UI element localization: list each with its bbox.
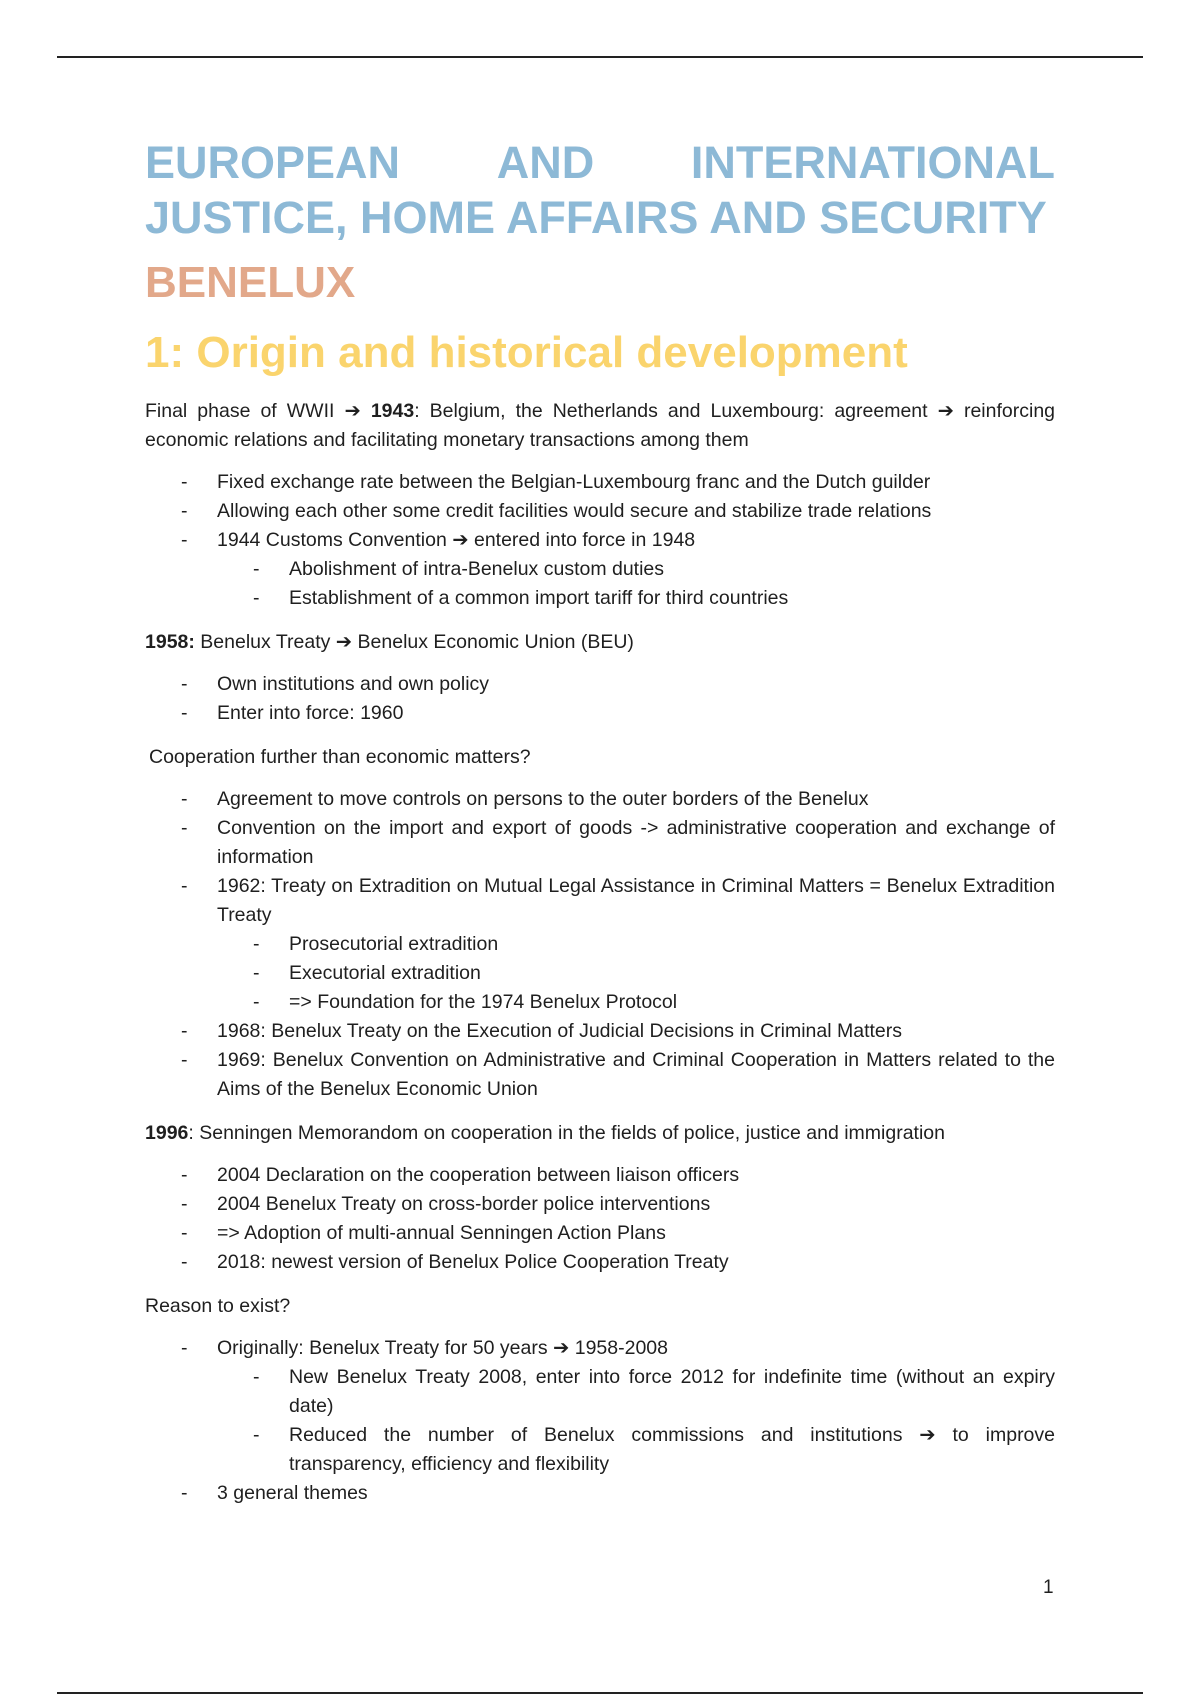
paragraph: Reason to exist?: [145, 1295, 291, 1317]
sub-list-item: - Prosecutorial extradition: [217, 930, 1055, 959]
list-item: - Enter into force: 1960: [145, 699, 1055, 728]
page-number: 1: [1043, 1577, 1054, 1598]
list-item: - Agreement to move controls on persons to the outer borders of the Benelux: [145, 785, 1055, 814]
list-item: - 2018: newest version of Benelux Police Cooperation Treaty: [145, 1248, 1055, 1277]
bold-year: 1996: [145, 1122, 189, 1144]
section-heading: BENELUX: [145, 258, 356, 307]
bullet-list: [145, 1334, 1055, 1508]
header-rule: [57, 56, 1143, 58]
list-item: [145, 872, 1055, 1017]
title-line-2: JUSTICE, HOME AFFAIRS AND SECURITY: [145, 192, 1047, 243]
sub-list: [217, 555, 1055, 613]
sub-list-item: - Executorial extradition: [217, 959, 1055, 988]
sub-list-item: - Abolishment of intra-Benelux custom duties: [217, 555, 1055, 584]
paragraph: [145, 1119, 1055, 1148]
list-item-text: 1944 Customs Convention ➔ entered into force in 1948: [217, 529, 696, 551]
list-item: - Convention on the import and export of goods -> administrative cooperation and exchange of information: [145, 814, 1055, 872]
title-word: INTERNATIONAL: [690, 137, 1055, 188]
list-item-text: Originally: Benelux Treaty for 50 years ➔ 1958-2008: [217, 1337, 668, 1359]
bullet-list: [145, 468, 1055, 613]
text-span: Benelux Treaty ➔ Benelux Economic Union (BEU): [194, 631, 634, 653]
text-span: : Belgium, the Netherlands and Luxembourg: agreement ➔ reinforcing economic relations and facilitating monetary transactions among them: [145, 400, 1056, 451]
sub-list-item: - Reduced the number of Benelux commissions and institutions ➔ to improve transparency, efficiency and flexibility: [217, 1421, 1055, 1479]
title-line-1: [145, 135, 1055, 190]
paragraph: Cooperation further than economic matters?: [149, 746, 531, 768]
title-word: EUROPEAN: [145, 137, 401, 188]
list-item: - 1968: Benelux Treaty on the Execution of Judicial Decisions in Criminal Matters: [145, 1017, 1055, 1046]
sub-list-item: - => Foundation for the 1974 Benelux Protocol: [217, 988, 1055, 1017]
sub-list-item: - Establishment of a common import tariff for third countries: [217, 584, 1055, 613]
footer-rule: [57, 1692, 1143, 1694]
sub-list: [217, 1363, 1055, 1479]
sub-list: [217, 930, 1055, 1017]
bullet-list: [145, 1161, 1055, 1277]
list-item: - Fixed exchange rate between the Belgian-Luxembourg franc and the Dutch guilder: [145, 468, 1055, 497]
document-title: [145, 135, 1055, 245]
text-span: Final phase of WWII ➔: [145, 400, 371, 422]
list-item: - Own institutions and own policy: [145, 670, 1055, 699]
paragraph: [145, 628, 1055, 657]
title-word: AND: [496, 137, 595, 188]
list-item: - Allowing each other some credit facilities would secure and stabilize trade relations: [145, 497, 1055, 526]
list-item: - => Adoption of multi-annual Senningen Action Plans: [145, 1219, 1055, 1248]
list-item: - 2004 Declaration on the cooperation between liaison officers: [145, 1161, 1055, 1190]
bold-year: 1958:: [145, 631, 195, 653]
text-span: : Senningen Memorandom on cooperation in the fields of police, justice and immigration: [188, 1122, 945, 1144]
list-item: - 1969: Benelux Convention on Administrative and Criminal Cooperation in Matters related to the Aims of the Benelux Economic Union: [145, 1046, 1055, 1104]
list-item: [145, 1334, 1055, 1479]
bold-year: 1943: [370, 400, 415, 422]
sub-list-item: - New Benelux Treaty 2008, enter into force 2012 for indefinite time (without an expiry date): [217, 1363, 1055, 1421]
list-item: - 2004 Benelux Treaty on cross-border police interventions: [145, 1190, 1055, 1219]
list-item-text: 1962: Treaty on Extradition on Mutual Legal Assistance in Criminal Matters = Benelux Extradition Treaty: [217, 875, 1055, 926]
list-item: - 3 general themes: [145, 1479, 1055, 1508]
bullet-list: [145, 785, 1055, 1104]
list-item: [145, 526, 1055, 613]
paragraph: [145, 397, 1055, 455]
chapter-heading: 1: Origin and historical development: [145, 328, 908, 377]
document-page: [145, 135, 1055, 1508]
bullet-list: [145, 670, 1055, 728]
